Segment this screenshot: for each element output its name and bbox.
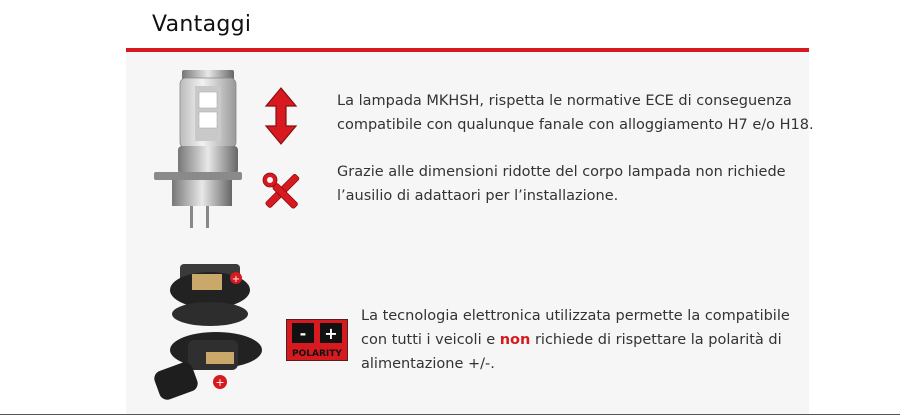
paragraph-line: La lampada MKHSH, rispetta le normative ECE di conseguenza [337,93,792,109]
polarity-minus: - [299,324,307,343]
text-segment: con tutti i veicoli e [361,332,500,348]
polarity-badge [286,319,348,361]
paragraph-line: alimentazione +/-. [361,356,495,372]
paragraph-line: compatibile con qualunque fanale con alloggiamento H7 e/o H18. [337,117,814,133]
paragraph-line: l’ausilio di adattaori per l’installazione. [337,188,619,204]
svg-text:+: + [231,274,241,285]
paragraph-line: La tecnologia elettronica utilizzata permette la compatibile [361,308,790,324]
paragraph-line [361,328,790,352]
text-segment: richiede di rispettare la polarità di [530,332,782,348]
svg-text:+: + [215,376,225,389]
polarity-plus: + [324,324,338,343]
paragraph-line: Grazie alle dimensioni ridotte del corpo lampada non richiede [337,164,786,180]
socket-image [150,258,265,408]
paragraph-no-adapter [337,160,786,208]
highlight-text: non [499,332,531,348]
tools-icon [262,172,302,212]
title-underline [126,48,809,52]
page-title: Vantaggi [152,12,252,37]
paragraph-polarity [361,304,790,376]
polarity-icon [286,319,348,361]
paragraph-compatibility [337,89,814,137]
bottom-divider [0,414,900,415]
bulb-image [150,68,245,233]
polarity-label: POLARITY [292,349,342,359]
vertical-arrow-icon [264,87,298,145]
